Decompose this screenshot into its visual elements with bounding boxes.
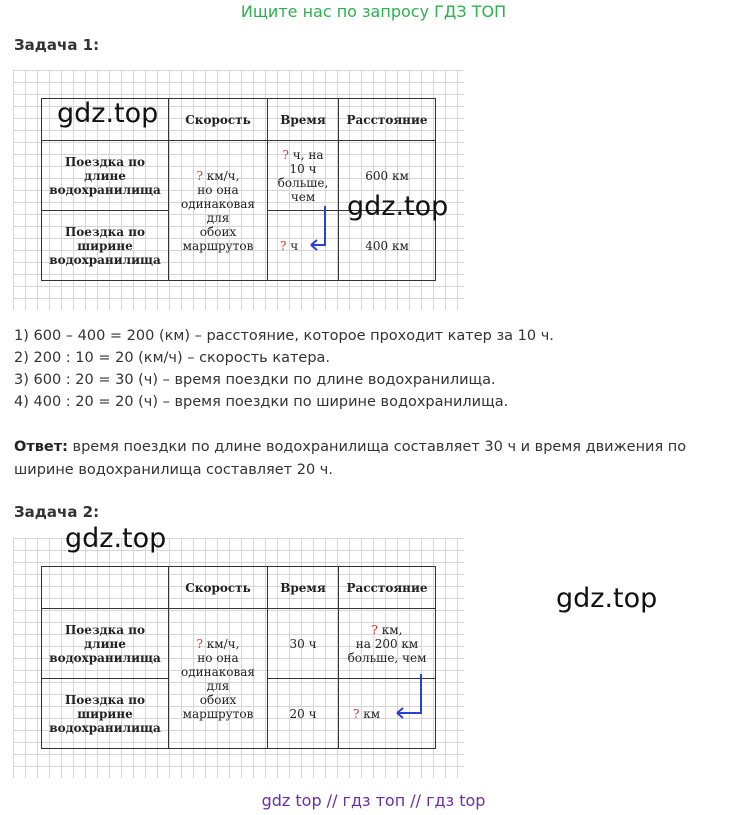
task1-row2-label	[42, 211, 169, 281]
task1-step: 1) 600 – 400 = 200 (км) – расстояние, которое проходит катер за 10 ч.	[14, 328, 554, 344]
arrow-icon	[391, 668, 431, 718]
label-line: ширине	[77, 706, 133, 721]
top-banner: Ищите нас по запросу ГДЗ ТОП	[240, 2, 507, 21]
dist2-unit: км	[359, 706, 381, 721]
task1-header-time: Время	[268, 99, 339, 141]
watermark-logo: gdz.top	[347, 191, 449, 222]
task2-row1-label	[42, 609, 169, 679]
task1-header-speed: Скорость	[169, 99, 268, 141]
task2-speed-cell	[169, 609, 268, 749]
time-line: больше, чем	[277, 175, 329, 204]
answer-label: Ответ:	[14, 439, 68, 455]
dist-line: больше, чем	[347, 650, 427, 665]
speed-line: обоих	[199, 692, 237, 707]
label-line: Поездка по	[64, 622, 146, 637]
time-line: ч, на	[288, 147, 324, 162]
task2-time2-cell: 20 ч	[268, 679, 339, 749]
task1-row1-label	[42, 141, 169, 211]
dist-line: на 200 км	[355, 636, 419, 651]
question-mark: ?	[280, 238, 287, 253]
task2-header-distance: Расстояние	[339, 567, 436, 609]
label-line: Поездка по	[64, 224, 146, 239]
speed-line: км/ч,	[202, 636, 240, 651]
label-line: длине	[84, 168, 126, 183]
speed-line: но она	[197, 650, 239, 665]
speed-line: для	[206, 210, 230, 225]
task2-corner-cell	[42, 567, 169, 609]
time-line: 10 ч	[289, 161, 317, 176]
time2-unit: ч	[286, 238, 299, 253]
task1-dist2-cell: 400 км	[339, 211, 436, 281]
task1-step: 4) 400 : 20 = 20 (ч) – время поездки по ширине водохранилища.	[14, 394, 509, 410]
question-mark: ?	[282, 147, 289, 162]
task1-dist1-cell: 600 км	[339, 141, 436, 211]
speed-line: маршрутов	[182, 238, 254, 253]
task2-table	[41, 566, 436, 749]
watermark-logo: gdz.top	[57, 98, 159, 129]
speed-line: одинаковая	[181, 664, 255, 679]
task1-answer	[14, 436, 734, 482]
speed-line: км/ч,	[202, 168, 240, 183]
task1-header-distance: Расстояние	[339, 99, 436, 141]
arrow-icon	[303, 200, 343, 250]
question-mark: ?	[353, 706, 360, 721]
watermark-logo: gdz.top	[65, 523, 167, 554]
watermark-logo: gdz.top	[556, 583, 658, 614]
label-line: ширине	[77, 238, 133, 253]
footer-links[interactable]: gdz top // гдз топ // гдз top	[261, 791, 486, 810]
label-line: Поездка по	[64, 692, 146, 707]
speed-line: маршрутов	[182, 706, 254, 721]
task2-row2-label	[42, 679, 169, 749]
answer-text: время поездки по длине водохранилища составляет 30 ч и время движения по ширине водохранилища составляет 20 ч.	[14, 439, 687, 478]
label-line: водохранилища	[49, 182, 161, 197]
label-line: водохранилища	[49, 720, 161, 735]
task2-header-speed: Скорость	[169, 567, 268, 609]
speed-line: для	[206, 678, 230, 693]
speed-line: но она	[197, 182, 239, 197]
task2-header-time: Время	[268, 567, 339, 609]
dist-line: км,	[377, 622, 403, 637]
label-line: Поездка по	[64, 154, 146, 169]
task1-step: 2) 200 : 10 = 20 (км/ч) – скорость катера.	[14, 350, 331, 366]
question-mark: ?	[196, 636, 203, 651]
question-mark: ?	[196, 168, 203, 183]
speed-line: одинаковая	[181, 196, 255, 211]
label-line: водохранилища	[49, 252, 161, 267]
task1-speed-cell	[169, 141, 268, 281]
question-mark: ?	[371, 622, 378, 637]
task2-figure	[13, 538, 464, 778]
task1-title: Задача 1:	[14, 36, 100, 54]
task1-step: 3) 600 : 20 = 30 (ч) – время поездки по длине водохранилища.	[14, 372, 496, 388]
label-line: длине	[84, 636, 126, 651]
speed-line: обоих	[199, 224, 237, 239]
task2-title: Задача 2:	[14, 503, 100, 521]
task2-time1-cell: 30 ч	[268, 609, 339, 679]
label-line: водохранилища	[49, 650, 161, 665]
